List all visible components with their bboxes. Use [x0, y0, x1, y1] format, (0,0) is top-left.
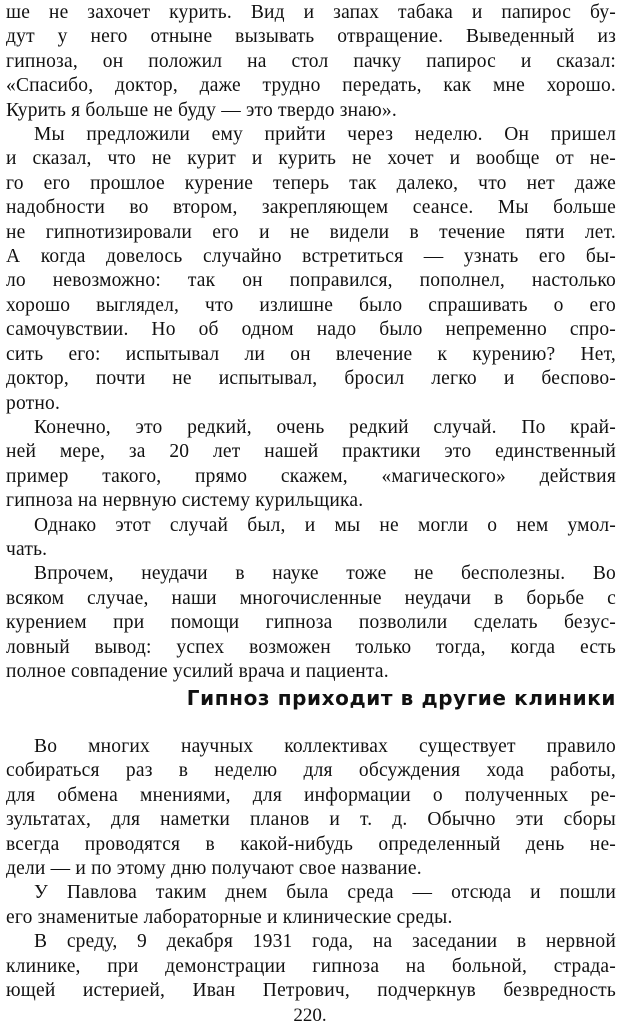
- text-line: ло невозможно: так он поправился, пополнел, настолько: [6, 270, 616, 292]
- text-line: «Спасибо, доктор, даже трудно передать, как мне хорошо.: [6, 75, 616, 97]
- text-line: доктор, почти не испытывал, бросил легко и беспово-: [6, 368, 616, 390]
- text-line: пример такого, прямо скажем, «магического» действия: [6, 465, 616, 487]
- text-line: ротно.: [6, 392, 61, 414]
- text-line: го его прошлое курение теперь так далеко, что нет даже: [6, 172, 616, 194]
- text-line: А когда довелось случайно встретиться — узнать его бы-: [6, 246, 616, 268]
- text-line: дели — и по этому дню получают свое название.: [6, 858, 422, 880]
- text-line: ше не захочет курить. Вид и запах табака и папирос бу-: [6, 2, 616, 23]
- text-line: гипноза, он положил на стол пачку папирос и сказал:: [6, 50, 616, 72]
- text-line: Мы предложили ему прийти через неделю. Он пришел: [34, 124, 616, 146]
- text-block-lower: [6, 735, 616, 1003]
- text-line: не гипнотизировали его и не видели в течение пяти лет.: [6, 221, 616, 243]
- text-line: полное совпадение усилий врача и пациента.: [6, 660, 389, 682]
- text-line: гипноза на нервную систему курильщика.: [6, 490, 364, 512]
- text-line: хорошо выглядел, что излишне было спрашивать о его: [6, 294, 616, 316]
- text-line: ловный вывод: успех возможен только тогда, когда есть: [6, 636, 616, 658]
- text-line: всяком случае, наши многочисленные неудачи в борьбе с: [6, 587, 616, 609]
- text-line: У Павлова таким днем была среда — отсюда и пошли: [34, 882, 616, 904]
- text-line: надобности во втором, закрепляющем сеансе. Мы больше: [6, 197, 616, 219]
- text-line: сить его: испытывал ли он влечение к курению? Нет,: [6, 343, 616, 365]
- page-number: 220.: [293, 1005, 327, 1026]
- text-line: Впрочем, неудачи в науке тоже не бесполезны. Во: [34, 563, 616, 585]
- text-line: ющей истерией, Иван Петрович, подчеркнув безвредность: [6, 980, 616, 1002]
- text-line: Конечно, это редкий, очень редкий случай. По край-: [34, 416, 616, 438]
- text-line: ней мере, за 20 лет нашей практики это единственный: [6, 441, 616, 463]
- text-line: всегда проводятся в какой-нибудь определенный день не-: [6, 833, 616, 855]
- text-line: самочувствии. Но об одном надо было непременно спро-: [6, 319, 616, 341]
- text-line: для обмена мнениями, для информации о полученных ре-: [6, 784, 616, 806]
- text-line: В среду, 9 декабря 1931 года, на заседании в нервной: [34, 931, 616, 953]
- text-line: клинике, при демонстрации гипноза на больной, страда-: [6, 955, 616, 977]
- text-line: его знаменитые лабораторные и клинические среды.: [6, 906, 453, 928]
- text-line: Однако этот случай был, и мы не могли о нем умол-: [34, 514, 616, 536]
- text-line: чать.: [6, 538, 48, 560]
- text-line: Курить я больше не буду — это твердо знаю».: [6, 99, 397, 121]
- text-block-upper: [6, 1, 616, 684]
- text-line: собираться раз в неделю для обсуждения хода работы,: [6, 760, 616, 782]
- text-line: курением при помощи гипноза позволили сделать безус-: [6, 612, 616, 634]
- text-line: Во многих научных коллективах существует правило: [34, 736, 616, 757]
- text-line: зультатах, для наметки планов и т. д. Обычно эти сборы: [6, 809, 616, 831]
- section-heading: Гипноз приходит в другие клиники: [186, 686, 616, 710]
- text-line: и сказал, что не курит и курить не хочет и вообще от не-: [6, 148, 616, 170]
- text-line: дут у него отныне вызывать отвращение. Выведенный из: [6, 26, 616, 48]
